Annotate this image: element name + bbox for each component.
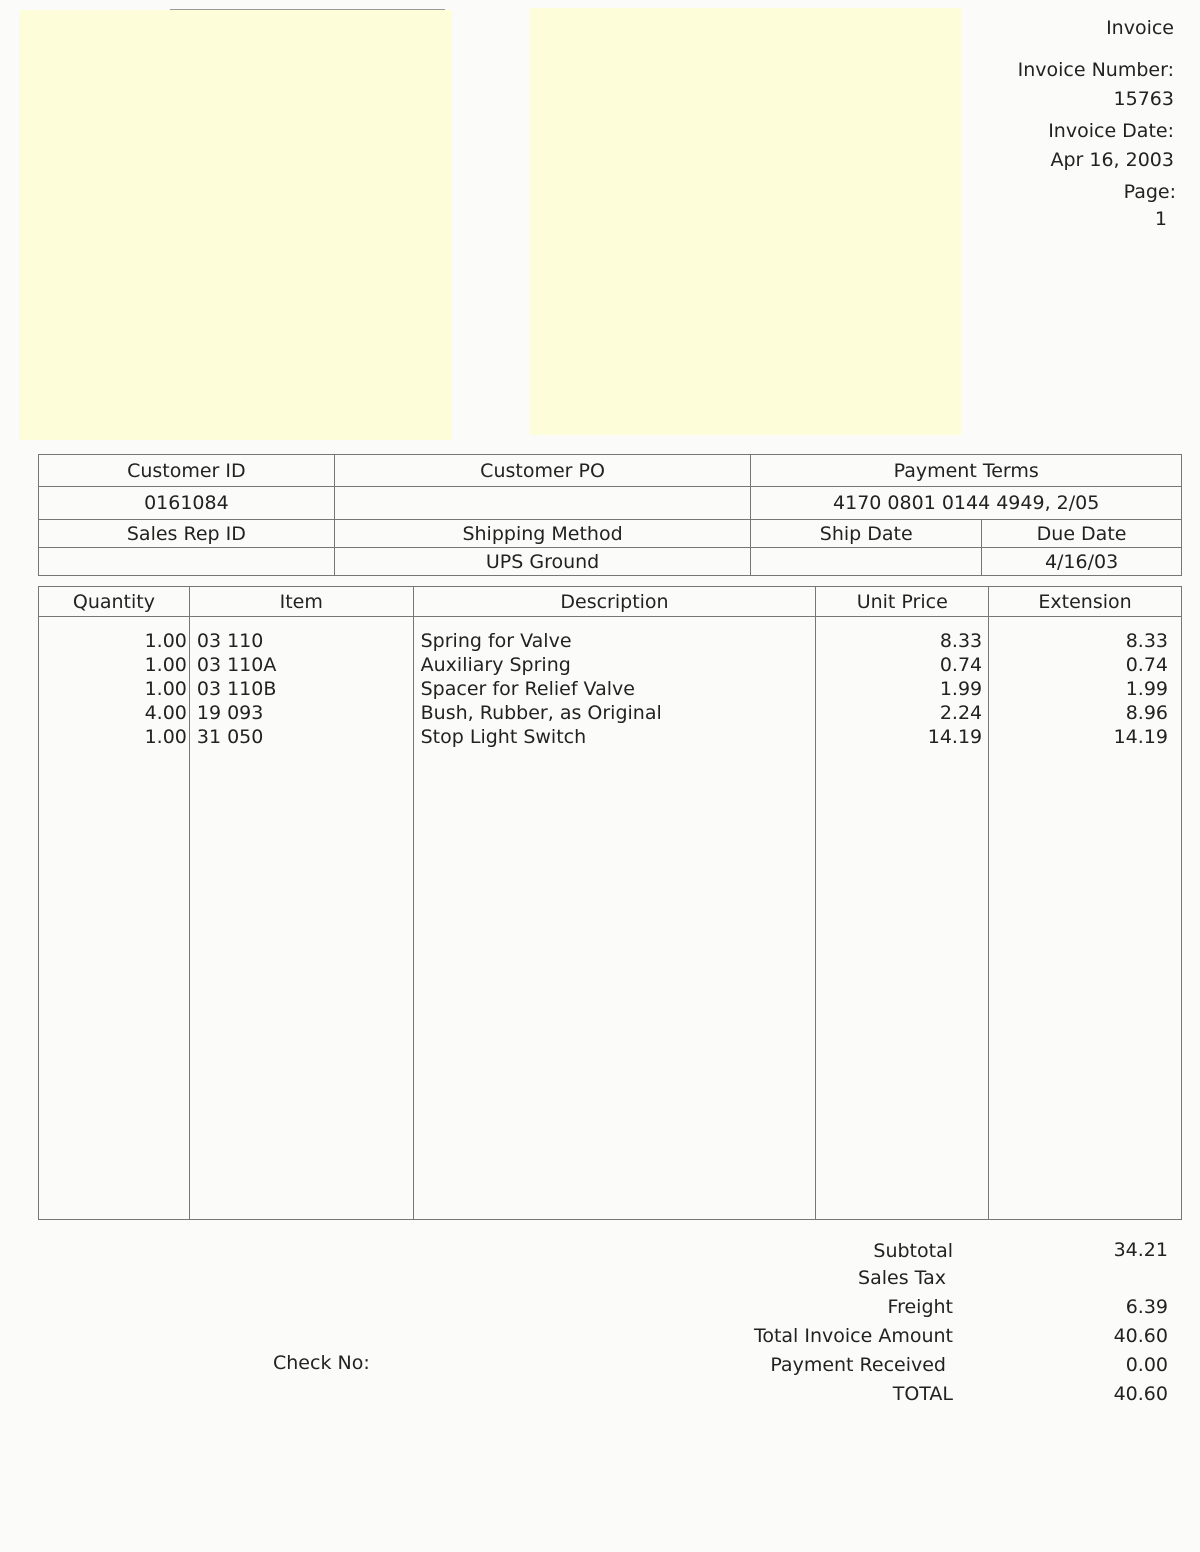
invoice-date-label: Invoice Date:	[1048, 120, 1174, 142]
page-label: Page:	[1123, 181, 1176, 203]
column-header-description: Description	[413, 587, 816, 617]
customer-id-label: Customer ID	[39, 455, 335, 487]
table-cell-unit-price: 2.24	[939, 702, 983, 724]
table-cell-quantity: 1.00	[144, 630, 187, 652]
payment-received-value: 0.00	[1125, 1354, 1168, 1376]
extension-column	[989, 617, 1182, 1220]
check-number-label: Check No:	[273, 1352, 370, 1374]
customer-id-value: 0161084	[39, 487, 335, 520]
item-column	[189, 617, 413, 1220]
subtotal-value: 34.21	[1113, 1239, 1168, 1261]
shipping-method-value: UPS Ground	[334, 548, 751, 576]
table-cell-extension: 1.99	[1125, 678, 1168, 700]
description-column	[413, 617, 816, 1220]
table-cell-extension: 8.33	[1125, 630, 1168, 652]
table-cell-description: Spring for Valve	[420, 630, 572, 652]
redacted-sender-block	[19, 10, 452, 440]
table-cell-unit-price: 1.99	[939, 678, 983, 700]
due-date-label: Due Date	[982, 520, 1182, 548]
column-header-quantity: Quantity	[39, 587, 190, 617]
table-cell-unit-price: 14.19	[927, 726, 983, 748]
quantity-column	[39, 617, 190, 1220]
table-cell-extension: 14.19	[1113, 726, 1168, 748]
table-cell-description: Stop Light Switch	[420, 726, 587, 748]
line-items-table	[38, 586, 1182, 1220]
customer-po-value	[334, 487, 751, 520]
column-header-unit-price: Unit Price	[816, 587, 989, 617]
sales-rep-label: Sales Rep ID	[39, 520, 335, 548]
customer-po-label: Customer PO	[334, 455, 751, 487]
table-cell-item: 31 050	[196, 726, 264, 748]
invoice-number-value: 15763	[1113, 88, 1174, 110]
table-cell-quantity: 1.00	[144, 678, 187, 700]
table-cell-unit-price: 8.33	[939, 630, 983, 652]
sales-rep-value	[39, 548, 335, 576]
redacted-recipient-block	[530, 8, 961, 435]
table-cell-item: 03 110A	[196, 654, 277, 676]
column-header-item: Item	[189, 587, 413, 617]
ship-date-value	[751, 548, 982, 576]
column-header-extension: Extension	[989, 587, 1182, 617]
top-rule	[170, 9, 445, 10]
invoice-date-value: Apr 16, 2003	[1050, 149, 1174, 171]
table-cell-quantity: 1.00	[144, 726, 187, 748]
table-cell-quantity: 1.00	[144, 654, 187, 676]
subtotal-label: Subtotal	[873, 1240, 953, 1262]
table-cell-item: 03 110	[196, 630, 264, 652]
sales-tax-label: Sales Tax	[858, 1267, 946, 1289]
table-cell-item: 03 110B	[196, 678, 277, 700]
document-title: Invoice	[1106, 17, 1174, 39]
table-cell-description: Bush, Rubber, as Original	[420, 702, 662, 724]
ship-date-label: Ship Date	[751, 520, 982, 548]
customer-info-table	[38, 454, 1182, 576]
payment-terms-value: 4170 0801 0144 4949, 2/05	[751, 487, 1182, 520]
table-cell-description: Spacer for Relief Valve	[420, 678, 635, 700]
payment-received-label: Payment Received	[770, 1354, 946, 1376]
shipping-method-label: Shipping Method	[334, 520, 751, 548]
due-date-value: 4/16/03	[982, 548, 1182, 576]
table-cell-extension: 8.96	[1125, 702, 1168, 724]
table-cell-unit-price: 0.74	[939, 654, 983, 676]
table-cell-description: Auxiliary Spring	[420, 654, 571, 676]
total-invoice-amount-label: Total Invoice Amount	[753, 1325, 953, 1347]
payment-terms-label: Payment Terms	[751, 455, 1182, 487]
total-invoice-amount-value: 40.60	[1113, 1325, 1168, 1347]
page-value: 1	[1154, 208, 1167, 230]
table-cell-extension: 0.74	[1125, 654, 1168, 676]
table-cell-item: 19 093	[196, 702, 264, 724]
freight-label: Freight	[887, 1296, 953, 1318]
total-label: TOTAL	[892, 1383, 953, 1405]
table-cell-quantity: 4.00	[144, 702, 187, 724]
freight-value: 6.39	[1125, 1296, 1168, 1318]
unit-price-column	[816, 617, 989, 1220]
invoice-number-label: Invoice Number:	[1017, 59, 1174, 81]
total-value: 40.60	[1113, 1383, 1168, 1405]
